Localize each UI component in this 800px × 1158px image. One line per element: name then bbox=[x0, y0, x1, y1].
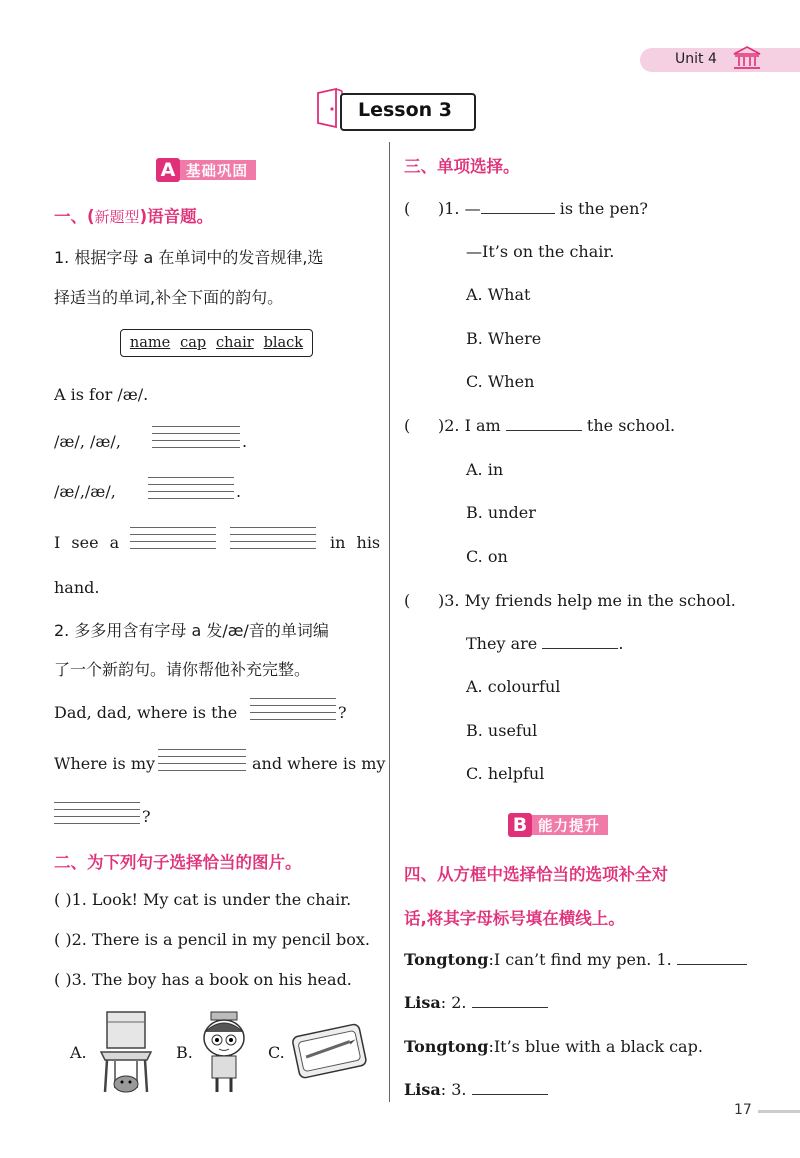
q3-2-option-b: B. under bbox=[466, 503, 536, 522]
word-black: black bbox=[263, 335, 304, 351]
answer-lines-5[interactable] bbox=[250, 696, 336, 724]
unit-tab bbox=[640, 48, 800, 72]
where-line-pre: Where is my bbox=[54, 754, 156, 773]
q3-3: ( )3. My friends help me in the school. bbox=[404, 591, 736, 610]
dialogue-line-2: Lisa: 2. bbox=[404, 993, 548, 1012]
dad-line-qmark: ? bbox=[338, 703, 347, 722]
part1-heading: 一、(新题型)语音题。 bbox=[54, 207, 214, 226]
q2-instruction-1: 2. 多多用含有字母 a 发/æ/音的单词编 bbox=[54, 621, 329, 640]
word-chair: chair bbox=[216, 335, 254, 351]
line-d-post: in his bbox=[330, 533, 381, 552]
line-e: hand. bbox=[54, 578, 100, 597]
q3-1-option-c: C. When bbox=[466, 372, 535, 391]
section-a-title: 基础巩固 bbox=[180, 160, 256, 180]
part4-heading-2: 话,将其字母标号填在横线上。 bbox=[404, 909, 625, 928]
answer-lines-2[interactable] bbox=[148, 475, 234, 503]
option-c-label: C. bbox=[268, 1043, 285, 1062]
line-a: A is for /æ/. bbox=[54, 385, 149, 404]
answer-lines-1[interactable] bbox=[152, 424, 240, 452]
line-d-pre: I see a bbox=[54, 533, 120, 552]
pencil-box-image bbox=[290, 1016, 370, 1092]
part3-heading: 三、单项选择。 bbox=[404, 157, 520, 176]
q3-2: ( )2. I am the school. bbox=[404, 416, 676, 435]
blank-q3-1[interactable] bbox=[481, 213, 555, 214]
boy-with-book-image bbox=[196, 1010, 252, 1096]
q3-3-option-a: A. colourful bbox=[466, 677, 561, 696]
chair-with-cat-image bbox=[95, 1008, 157, 1094]
q3-3-line2: They are . bbox=[466, 634, 624, 653]
q1-instruction-2: 择适当的单词,补全下面的韵句。 bbox=[54, 288, 284, 307]
q3-2-option-a: A. in bbox=[466, 460, 504, 479]
q3-2-option-c: C. on bbox=[466, 547, 508, 566]
blank-q3-2[interactable] bbox=[506, 430, 582, 431]
column-divider bbox=[389, 142, 390, 1102]
option-a-label: A. bbox=[70, 1043, 87, 1062]
q3-3-option-c: C. helpful bbox=[466, 764, 545, 783]
word-name: name bbox=[129, 335, 171, 351]
lesson-title: Lesson 3 bbox=[358, 99, 453, 121]
dialogue-line-3: Tongtong:It’s blue with a black cap. bbox=[404, 1037, 703, 1056]
word-cap: cap bbox=[180, 335, 207, 351]
blank-d1[interactable] bbox=[677, 964, 747, 965]
section-b-badge bbox=[508, 813, 608, 837]
q2-instruction-2: 了一个新韵句。请你帮他补充完整。 bbox=[54, 660, 311, 679]
q3-3-option-b: B. useful bbox=[466, 721, 538, 740]
part2-heading: 二、为下列句子选择恰当的图片。 bbox=[54, 853, 302, 872]
blank-d4[interactable] bbox=[472, 1094, 548, 1095]
footer-bar bbox=[758, 1110, 800, 1113]
q3-1-option-a: A. What bbox=[466, 285, 531, 304]
answer-lines-6[interactable] bbox=[158, 747, 246, 775]
unit-label: Unit 4 bbox=[675, 51, 717, 67]
part2-item-1: ( )1. Look! My cat is under the chair. bbox=[54, 890, 352, 909]
part2-item-2: ( )2. There is a pencil in my pencil box. bbox=[54, 930, 370, 949]
answer-lines-4[interactable] bbox=[230, 525, 316, 553]
q3-1-option-b: B. Where bbox=[466, 329, 542, 348]
section-b-letter: B bbox=[508, 813, 532, 837]
part2-item-3: ( )3. The boy has a book on his head. bbox=[54, 970, 352, 989]
section-a-badge bbox=[156, 158, 256, 182]
page-number: 17 bbox=[734, 1102, 752, 1118]
option-b-label: B. bbox=[176, 1043, 193, 1062]
line-b-period: . bbox=[242, 432, 248, 451]
q3-1: ( )1. — is the pen? bbox=[404, 199, 648, 218]
answer-lines-7[interactable] bbox=[54, 800, 140, 828]
last-qmark: ? bbox=[142, 807, 151, 826]
section-b-title: 能力提升 bbox=[532, 815, 608, 835]
dialogue-line-1: Tongtong:I can’t find my pen. 1. bbox=[404, 950, 747, 969]
line-c-period: . bbox=[236, 482, 242, 501]
q3-1-answer-line: —It’s on the chair. bbox=[466, 242, 615, 261]
part4-heading-1: 四、从方框中选择恰当的选项补全对 bbox=[404, 865, 668, 884]
line-c: /æ/,/æ/, bbox=[54, 482, 116, 501]
word-box bbox=[120, 329, 313, 357]
building-icon bbox=[732, 45, 762, 71]
dialogue-line-4: Lisa: 3. bbox=[404, 1080, 548, 1099]
blank-q3-3[interactable] bbox=[542, 648, 618, 649]
blank-d2[interactable] bbox=[472, 1007, 548, 1008]
answer-lines-3[interactable] bbox=[130, 525, 216, 553]
section-a-letter: A bbox=[156, 158, 180, 182]
dad-line: Dad, dad, where is the bbox=[54, 703, 238, 722]
line-b: /æ/, /æ/, bbox=[54, 432, 121, 451]
where-line-post: and where is my bbox=[252, 754, 386, 773]
q1-instruction-1: 1. 根据字母 a 在单词中的发音规律,选 bbox=[54, 248, 324, 267]
